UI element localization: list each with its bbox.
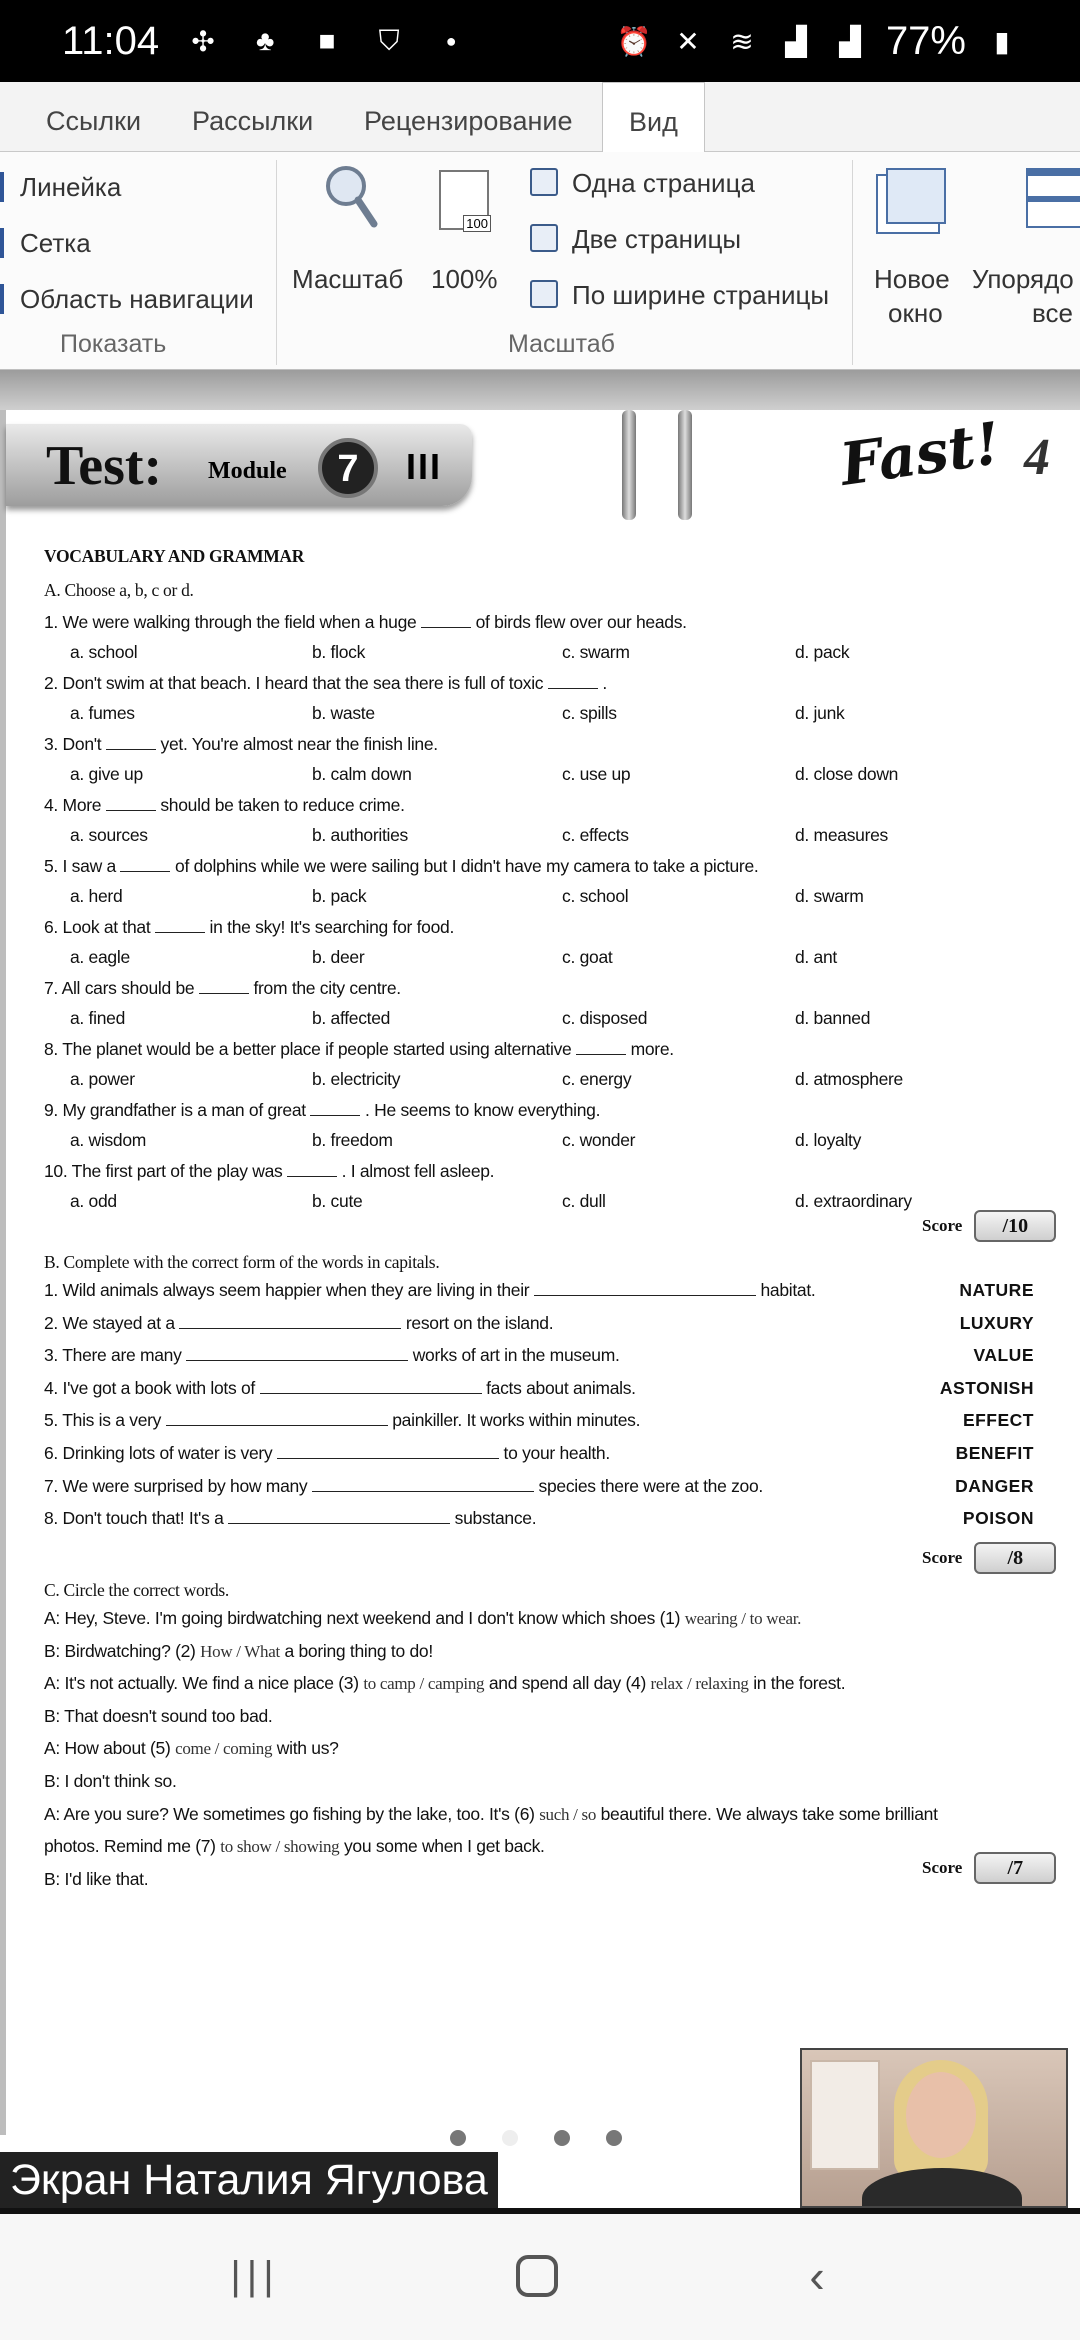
question-text: 5. I saw a xyxy=(44,856,116,876)
page-dot[interactable] xyxy=(450,2130,466,2146)
alarm-icon: ⏰ xyxy=(616,25,652,57)
fill-in-blank[interactable] xyxy=(228,1510,450,1524)
question-text: 2. Don't swim at that beach. I heard that the sea there is full of toxic xyxy=(44,673,544,693)
recents-icon: ||| xyxy=(230,2253,280,2298)
magnifier-icon xyxy=(320,162,380,232)
question-text-end: . xyxy=(602,673,607,693)
new-window-button[interactable] xyxy=(868,162,968,332)
signal-icon-2: ▟ xyxy=(839,25,861,57)
question-text-end: in the sky! It's searching for food. xyxy=(209,917,455,937)
question-text: 8. The planet would be a better place if people started using alternative xyxy=(44,1039,572,1059)
presenter-webcam[interactable] xyxy=(800,2048,1068,2208)
signal-icon: ▟ xyxy=(785,25,807,57)
dialogue-line xyxy=(44,1836,545,1857)
capital-word: POISON xyxy=(962,1508,1034,1529)
home-icon xyxy=(516,2255,558,2297)
zoom-button[interactable] xyxy=(290,162,410,312)
fill-in-text: 4. I've got a book with lots of xyxy=(44,1377,255,1398)
tab-references[interactable]: Ссылки xyxy=(46,106,142,136)
zoom-group-label: Масштаб xyxy=(508,330,615,358)
arrange-all-label-1: Упорядо xyxy=(972,264,1074,294)
question-text: 9. My grandfather is a man of great xyxy=(44,1100,306,1120)
dialogue-text: with us? xyxy=(276,1738,339,1759)
question-text: 10. The first part of the play was xyxy=(44,1161,283,1181)
question-text-end: . I almost fell asleep. xyxy=(341,1161,495,1181)
score-label: Score xyxy=(922,1858,963,1877)
tab-review[interactable]: Рецензирование xyxy=(364,106,573,136)
answer-option-c[interactable]: c. school xyxy=(562,886,629,906)
answer-option-d[interactable]: d. swarm xyxy=(795,886,864,906)
answer-option-d[interactable]: d. junk xyxy=(795,703,845,723)
dialogue-text: and spend all day (4) xyxy=(488,1673,646,1694)
answer-option-b[interactable]: b. flock xyxy=(312,642,366,662)
answer-option-d[interactable]: d. loyalty xyxy=(795,1130,862,1150)
question-line xyxy=(44,673,607,694)
fill-in-blank[interactable] xyxy=(179,1315,401,1329)
question-text: 7. All cars should be xyxy=(44,978,195,998)
dialogue-text: photos. Remind me (7) xyxy=(44,1836,216,1857)
two-pages-icon xyxy=(530,224,558,252)
banner-bars: III xyxy=(406,446,443,487)
arrange-all-icon xyxy=(1026,168,1080,228)
answer-option-c[interactable]: c. effects xyxy=(562,825,629,845)
fill-in-text: 7. We were surprised by how many xyxy=(44,1475,308,1496)
fill-in-text-end: to your health. xyxy=(503,1443,610,1463)
new-window-label-1: Новое xyxy=(874,264,950,294)
battery-percent: 77% xyxy=(885,18,966,63)
answer-option-c[interactable]: c. spills xyxy=(562,703,617,723)
decorative-pillar xyxy=(678,410,692,520)
answer-option-d[interactable]: d. extraordinary xyxy=(795,1191,912,1211)
section-heading: VOCABULARY AND GRAMMAR xyxy=(44,546,305,566)
ruler-option[interactable]: Линейка xyxy=(20,172,122,202)
fill-in-line xyxy=(44,1280,815,1301)
fill-in-text: 8. Don't touch that! It's a xyxy=(44,1508,224,1529)
answer-blank[interactable] xyxy=(155,919,205,933)
page-100-icon xyxy=(439,170,489,230)
back-button[interactable] xyxy=(782,2244,852,2308)
question-line xyxy=(44,795,405,816)
dialogue-text: A: How about (5) xyxy=(44,1738,171,1759)
answer-option-a[interactable]: a. fumes xyxy=(70,703,135,723)
answer-blank[interactable] xyxy=(106,797,156,811)
dot-icon: ● xyxy=(445,30,457,51)
dialogue-line xyxy=(44,1706,273,1727)
fill-in-line xyxy=(44,1313,553,1334)
answer-option-a[interactable]: a. power xyxy=(70,1069,135,1089)
answer-option-a[interactable]: a. fined xyxy=(70,1008,126,1028)
page-dot-active[interactable] xyxy=(502,2130,518,2146)
dialogue-line xyxy=(44,1869,148,1890)
word-choice[interactable]: to camp / camping xyxy=(363,1674,485,1694)
dialogue-text: A: It's not actually. We find a nice place (3) xyxy=(44,1673,359,1694)
answer-option-b[interactable]: b. deer xyxy=(312,947,365,967)
battery-icon: ▮ xyxy=(994,25,1010,57)
answer-option-c[interactable]: c. wonder xyxy=(562,1130,636,1150)
capital-word: BENEFIT xyxy=(955,1443,1034,1463)
banner-test: Test: xyxy=(46,435,163,497)
word-choice[interactable]: come / coming xyxy=(175,1739,273,1759)
zoom-100-label: 100% xyxy=(431,264,498,294)
dialogue-text: a boring thing to do! xyxy=(284,1640,433,1661)
document-area-gap xyxy=(0,370,1080,410)
capital-word: ASTONISH xyxy=(939,1377,1034,1398)
question-line xyxy=(44,1100,600,1121)
answer-blank[interactable] xyxy=(120,858,170,872)
zoom-100-button[interactable] xyxy=(425,162,505,312)
fill-in-line xyxy=(44,1443,610,1464)
one-page-button[interactable]: Одна страница xyxy=(572,168,755,198)
page-dot[interactable] xyxy=(606,2130,622,2146)
answer-option-d[interactable]: d. close down xyxy=(795,764,899,784)
answer-blank[interactable] xyxy=(548,675,598,689)
answer-blank[interactable] xyxy=(199,980,249,994)
word-choice[interactable]: wearing / to wear. xyxy=(684,1609,802,1628)
fill-in-text: 1. Wild animals always seem happier when they are living in their xyxy=(44,1280,530,1300)
presenter-label: Экран Наталия Ягулова xyxy=(0,2152,498,2208)
fast-logo: Fast! xyxy=(835,409,1004,499)
section-b-instruction: B. Complete with the correct form of the words in capitals. xyxy=(44,1252,440,1272)
page-dot[interactable] xyxy=(554,2130,570,2146)
answer-blank[interactable] xyxy=(287,1163,337,1177)
answer-option-b[interactable]: b. authorities xyxy=(312,825,408,845)
score-c xyxy=(922,1852,1056,1884)
home-button[interactable] xyxy=(502,2244,572,2308)
arrange-all-label-2: все xyxy=(1032,298,1073,328)
clock: 11:04 xyxy=(62,18,160,63)
answer-option-c[interactable]: c. use up xyxy=(562,764,631,784)
question-line xyxy=(44,1161,494,1182)
answer-option-a[interactable]: a. give up xyxy=(70,764,143,784)
answer-option-b[interactable]: b. calm down xyxy=(312,764,412,784)
word-choice[interactable]: to show / showing xyxy=(220,1837,340,1857)
score-b xyxy=(922,1542,1056,1574)
answer-option-a[interactable]: a. herd xyxy=(70,886,123,906)
fill-in-text-end: facts about animals. xyxy=(486,1377,636,1398)
question-text-end: should be taken to reduce crime. xyxy=(160,795,405,815)
answer-option-d[interactable]: d. pack xyxy=(795,642,850,662)
mute-icon: ✕ xyxy=(676,25,700,57)
question-line xyxy=(44,612,687,633)
banner-module: Module xyxy=(208,458,287,484)
decorative-pillar xyxy=(622,410,636,520)
question-line xyxy=(44,978,401,999)
section-a-instruction: A. Choose a, b, c or d. xyxy=(44,580,194,600)
score-box: /10 xyxy=(974,1210,1056,1242)
document-page[interactable] xyxy=(0,410,1080,2135)
capital-word: DANGER xyxy=(955,1475,1034,1496)
fill-in-text: 5. This is a very xyxy=(44,1410,162,1431)
tab-mailings[interactable]: Рассылки xyxy=(192,106,314,136)
fast-logo-number: 4 xyxy=(1024,429,1050,486)
word-choice[interactable]: such / so xyxy=(539,1804,597,1824)
dialogue-line xyxy=(44,1608,801,1629)
group-divider xyxy=(852,160,853,365)
answer-option-c[interactable]: c. goat xyxy=(562,947,613,967)
back-icon: ‹ xyxy=(809,2250,825,2302)
fill-in-blank[interactable] xyxy=(166,1412,388,1426)
video-camera-icon: ■ xyxy=(318,25,336,56)
dialogue-line xyxy=(44,1673,845,1694)
arrange-all-button[interactable] xyxy=(970,162,1080,332)
dialogue-text: B: Birdwatching? (2) xyxy=(44,1640,196,1661)
answer-option-d[interactable]: d. banned xyxy=(795,1008,871,1028)
page-width-icon xyxy=(530,280,558,308)
fill-in-line xyxy=(44,1476,763,1497)
group-divider xyxy=(276,160,277,365)
question-text-end: of birds flew over our heads. xyxy=(475,612,687,632)
nav-pane-checkbox[interactable] xyxy=(0,284,4,314)
question-line xyxy=(44,856,758,877)
answer-blank[interactable] xyxy=(576,1041,626,1055)
test-banner xyxy=(6,424,472,506)
dialogue-text: B: That doesn't sound too bad. xyxy=(44,1705,273,1726)
fill-in-blank[interactable] xyxy=(534,1282,756,1296)
ribbon-tabs xyxy=(0,82,1080,152)
grid-option[interactable]: Сетка xyxy=(20,228,91,258)
fill-in-line xyxy=(44,1345,620,1366)
one-page-icon xyxy=(530,168,558,196)
answer-option-b[interactable]: b. electricity xyxy=(312,1069,401,1089)
answer-option-b[interactable]: b. affected xyxy=(312,1008,391,1028)
answer-blank[interactable] xyxy=(421,614,471,628)
fill-in-text-end: substance. xyxy=(454,1508,537,1529)
score-box: /8 xyxy=(974,1542,1056,1574)
question-line xyxy=(44,1039,674,1060)
fill-in-text-end: habitat. xyxy=(760,1280,816,1300)
fill-in-blank[interactable] xyxy=(186,1347,408,1361)
fill-in-text: 6. Drinking lots of water is very xyxy=(44,1443,273,1463)
fill-in-blank[interactable] xyxy=(260,1380,482,1394)
notification-icon: ♣ xyxy=(255,25,275,56)
fill-in-line xyxy=(44,1410,640,1431)
fill-in-text-end: species there were at the zoo. xyxy=(538,1475,763,1496)
answer-option-a[interactable]: a. eagle xyxy=(70,947,130,967)
answer-option-a[interactable]: a. wisdom xyxy=(70,1130,147,1150)
webcam-person-face xyxy=(906,2072,976,2158)
question-line xyxy=(44,917,454,938)
question-text-end: of dolphins while we were sailing but I didn't have my camera to take a picture. xyxy=(175,856,759,876)
question-text: 3. Don't xyxy=(44,734,102,754)
answer-option-c[interactable]: c. disposed xyxy=(562,1008,648,1028)
question-line xyxy=(44,734,438,755)
capital-word: EFFECT xyxy=(962,1410,1034,1431)
answer-blank[interactable] xyxy=(106,736,156,750)
new-window-icon xyxy=(886,168,946,224)
section-c-instruction: C. Circle the correct words. xyxy=(44,1580,230,1600)
question-text-end: yet. You're almost near the finish line. xyxy=(160,734,438,754)
question-text-end: . He seems to know everything. xyxy=(365,1100,601,1120)
two-pages-button[interactable]: Две страницы xyxy=(572,224,742,254)
fill-in-line xyxy=(44,1378,636,1399)
answer-option-b[interactable]: b. pack xyxy=(312,886,367,906)
webcam-person-body xyxy=(862,2168,1022,2208)
score-a xyxy=(922,1210,1056,1242)
answer-blank[interactable] xyxy=(310,1102,360,1116)
dialogue-text: A: Are you sure? We sometimes go fishing by the lake, too. It's (6) xyxy=(44,1803,535,1824)
score-label: Score xyxy=(922,1548,963,1567)
grid-checkbox[interactable] xyxy=(0,228,4,258)
capital-word: VALUE xyxy=(973,1345,1034,1366)
fill-in-blank[interactable] xyxy=(312,1478,534,1492)
dialogue-line xyxy=(44,1641,433,1662)
zoom-label: Масштаб xyxy=(292,264,404,294)
capital-word: NATURE xyxy=(959,1280,1034,1300)
shield-icon: ⛉ xyxy=(378,24,400,56)
question-text-end: from the city centre. xyxy=(253,978,401,998)
ribbon-body xyxy=(0,152,1080,370)
settings-icon: ✣ xyxy=(191,25,215,57)
fill-in-line xyxy=(44,1508,536,1529)
banner-module-number: 7 xyxy=(318,438,378,498)
word-choice[interactable]: How / What xyxy=(200,1641,280,1661)
answer-option-c[interactable]: c. dull xyxy=(562,1191,606,1211)
dialogue-line xyxy=(44,1804,938,1825)
fill-in-text-end: painkiller. It works within minutes. xyxy=(392,1410,641,1431)
score-label: Score xyxy=(922,1216,963,1235)
question-text: 6. Look at that xyxy=(44,917,151,937)
dialogue-line xyxy=(44,1771,177,1792)
answer-option-d[interactable]: d. measures xyxy=(795,825,888,845)
fill-in-text: 2. We stayed at a xyxy=(44,1312,175,1333)
dialogue-text: you some when I get back. xyxy=(343,1836,545,1857)
nav-pane-option[interactable]: Область навигации xyxy=(20,284,254,314)
show-group-label: Показать xyxy=(60,330,167,358)
answer-option-b[interactable]: b. freedom xyxy=(312,1130,393,1150)
score-box: /7 xyxy=(974,1852,1056,1884)
navigation-bar xyxy=(0,2214,1080,2340)
status-bar xyxy=(0,0,1080,82)
question-text: 4. More xyxy=(44,795,102,815)
dialogue-line xyxy=(44,1738,339,1759)
answer-option-c[interactable]: c. energy xyxy=(562,1069,632,1089)
question-text: 1. We were walking through the field when a huge xyxy=(44,612,417,632)
dialogue-text: B: I don't think so. xyxy=(44,1771,177,1791)
answer-option-b[interactable]: b. cute xyxy=(312,1191,363,1211)
answer-option-d[interactable]: d. ant xyxy=(795,947,837,967)
fill-in-text-end: resort on the island. xyxy=(405,1312,554,1333)
dialogue-text: beautiful there. We always take some brilliant xyxy=(600,1803,938,1824)
page-100-icon-text: 100 xyxy=(463,215,491,232)
wifi-icon: ≋ xyxy=(730,25,754,57)
dialogue-text: in the forest. xyxy=(753,1673,846,1694)
page-width-button[interactable]: По ширине страницы xyxy=(572,280,830,310)
fill-in-text-end: works of art in the museum. xyxy=(412,1345,620,1366)
question-text-end: more. xyxy=(630,1039,674,1059)
answer-option-a[interactable]: a. sources xyxy=(70,825,148,845)
fill-in-text: 3. There are many xyxy=(44,1345,182,1366)
answer-option-a[interactable]: a. school xyxy=(70,642,138,662)
recents-button[interactable] xyxy=(220,2244,290,2308)
new-window-label-2: окно xyxy=(888,298,943,328)
answer-option-c[interactable]: c. swarm xyxy=(562,642,630,662)
word-choice[interactable]: relax / relaxing xyxy=(650,1674,749,1694)
answer-option-d[interactable]: d. atmosphere xyxy=(795,1069,903,1089)
tab-view[interactable]: Вид xyxy=(602,82,705,153)
page-indicator xyxy=(450,2130,622,2146)
answer-option-a[interactable]: a. odd xyxy=(70,1191,117,1211)
fill-in-blank[interactable] xyxy=(277,1445,499,1459)
capital-word: LUXURY xyxy=(959,1312,1034,1333)
webcam-background-window xyxy=(810,2060,880,2170)
dialogue-text: B: I'd like that. xyxy=(44,1868,149,1889)
ruler-checkbox[interactable] xyxy=(0,172,4,202)
dialogue-text: A: Hey, Steve. I'm going birdwatching next weekend and I don't know which shoes (1) xyxy=(44,1608,681,1628)
answer-option-b[interactable]: b. waste xyxy=(312,703,375,723)
